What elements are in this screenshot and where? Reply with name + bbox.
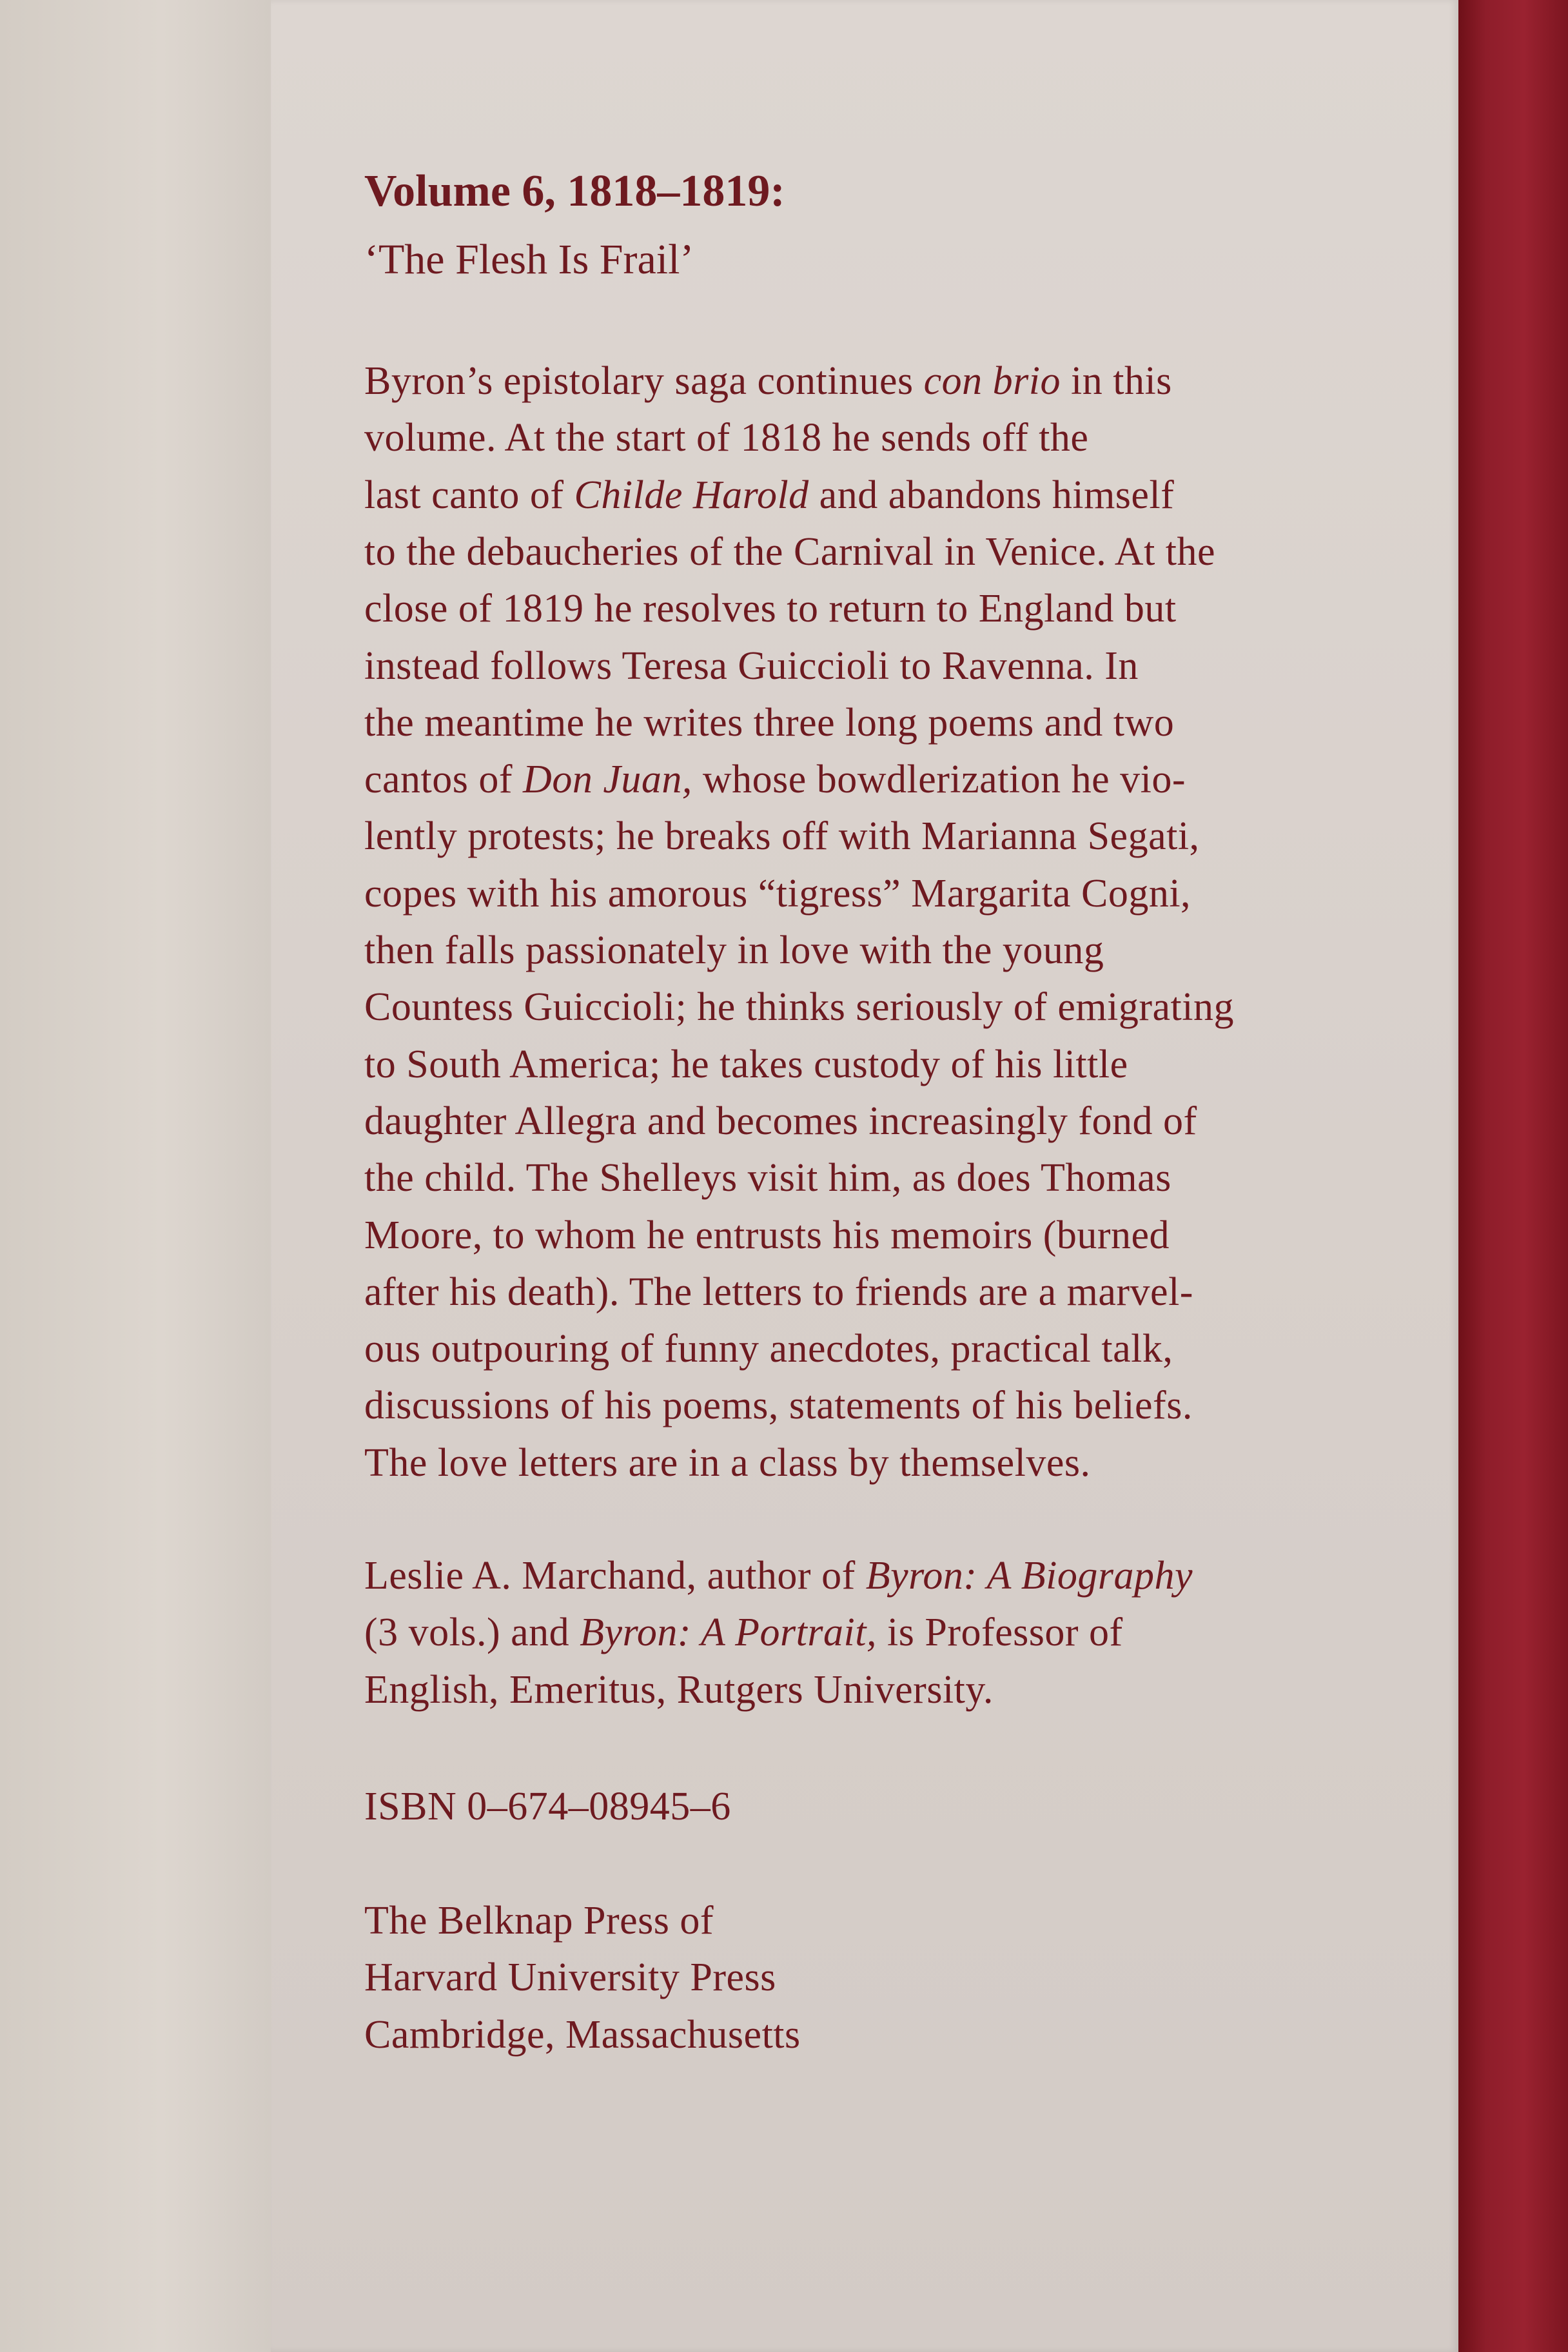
text-segment: Byron’s epistolary saga continues (364, 359, 924, 403)
text-segment: Harvard University Press (364, 1955, 776, 2000)
description-line (364, 930, 1104, 970)
description-line (364, 758, 1186, 802)
description-line (364, 1440, 1091, 1485)
text-segment: close of 1819 he resolves to return to England but (364, 587, 1177, 631)
italic-title-text: con brio (923, 359, 1061, 403)
text-segment: The love letters are in a class by themselves. (364, 1440, 1091, 1485)
text-segment: copes with his amorous “tigress” Margarita Cogni, (364, 871, 1191, 916)
text-segment: then falls passionately in love with the young (364, 928, 1104, 972)
italic-title-text: Childe Harold (574, 473, 809, 517)
text-segment: lently protests; he breaks off with Marianna Segati, (364, 814, 1200, 859)
description-line (364, 1044, 1128, 1084)
text-segment: daughter Allegra and becomes increasingly fond of (364, 1099, 1197, 1143)
publisher-line (364, 2012, 801, 2057)
book-cover-edge (1458, 0, 1568, 2352)
text-segment: the child. The Shelleys visit him, as does Thomas (364, 1156, 1171, 1200)
author-bio-line (364, 1611, 1123, 1655)
text-segment: the meantime he writes three long poems and two (364, 700, 1175, 745)
description-line (364, 1269, 1193, 1314)
author-bio-line (364, 1667, 994, 1712)
isbn-line (364, 1787, 731, 1827)
text-segment: to South America; he takes custody of his little (364, 1042, 1128, 1086)
text-segment: last canto of (364, 473, 574, 517)
facing-page (0, 0, 271, 2352)
description-line (364, 1158, 1171, 1198)
description-line (364, 643, 1139, 688)
description-line (364, 985, 1234, 1030)
volume-title: Volume 6, 1818–1819: (364, 166, 785, 216)
text-segment: ISBN 0–674–08945–6 (364, 1785, 731, 1828)
text-segment: after his death). The letters to friends are a marvel- (364, 1269, 1193, 1314)
text-segment: English, Emeritus, Rutgers University. (364, 1667, 994, 1712)
description-line (364, 1386, 1193, 1426)
text-segment: instead follows Teresa Guiccioli to Ravenna. In (364, 643, 1139, 688)
description-line (364, 1101, 1197, 1141)
text-segment: ous outpouring of funny anecdotes, practical talk, (364, 1327, 1173, 1371)
text-segment: whose bowdlerization he vio- (692, 758, 1186, 802)
description-line (364, 814, 1200, 859)
text-segment: The Belknap Press of (364, 1899, 714, 1943)
publisher-line (364, 1901, 714, 1941)
text-segment: Cambridge, Massachusetts (364, 2012, 801, 2057)
text-segment: (3 vols.) and (364, 1611, 580, 1655)
author-bio-line (364, 1556, 1193, 1596)
text-segment: and abandons himself (808, 473, 1175, 517)
italic-title-text: Don Juan, (523, 758, 692, 802)
italic-title-text: Byron: A Portrait, (580, 1611, 877, 1655)
description-line (364, 475, 1174, 515)
description-line (364, 1329, 1173, 1369)
description-line (364, 589, 1177, 629)
text-segment: discussions of his poems, statements of his beliefs. (364, 1384, 1193, 1428)
text-segment: Leslie A. Marchand, author of (364, 1554, 866, 1598)
text-segment: in this (1061, 359, 1172, 403)
description-line (364, 1215, 1170, 1255)
text-segment: Moore, to whom he entrusts his memoirs (burned (364, 1213, 1170, 1257)
description-line (364, 871, 1191, 916)
description-line (364, 361, 1172, 401)
text-segment: cantos of (364, 758, 524, 802)
italic-title-text: Byron: A Biography (865, 1554, 1193, 1598)
description-line (364, 529, 1216, 574)
text-segment: volume. At the start of 1818 he sends off the (364, 416, 1089, 460)
text-segment: Countess Guiccioli; he thinks seriously of emigrating (364, 985, 1234, 1030)
description-line (364, 418, 1088, 458)
volume-subtitle: ‘The Flesh Is Frail’ (364, 236, 694, 283)
publisher-line (364, 1955, 776, 2000)
text-segment: to the debaucheries of the Carnival in Venice. At the (364, 529, 1216, 574)
text-segment: is Professor of (876, 1611, 1123, 1655)
description-line (364, 700, 1175, 745)
